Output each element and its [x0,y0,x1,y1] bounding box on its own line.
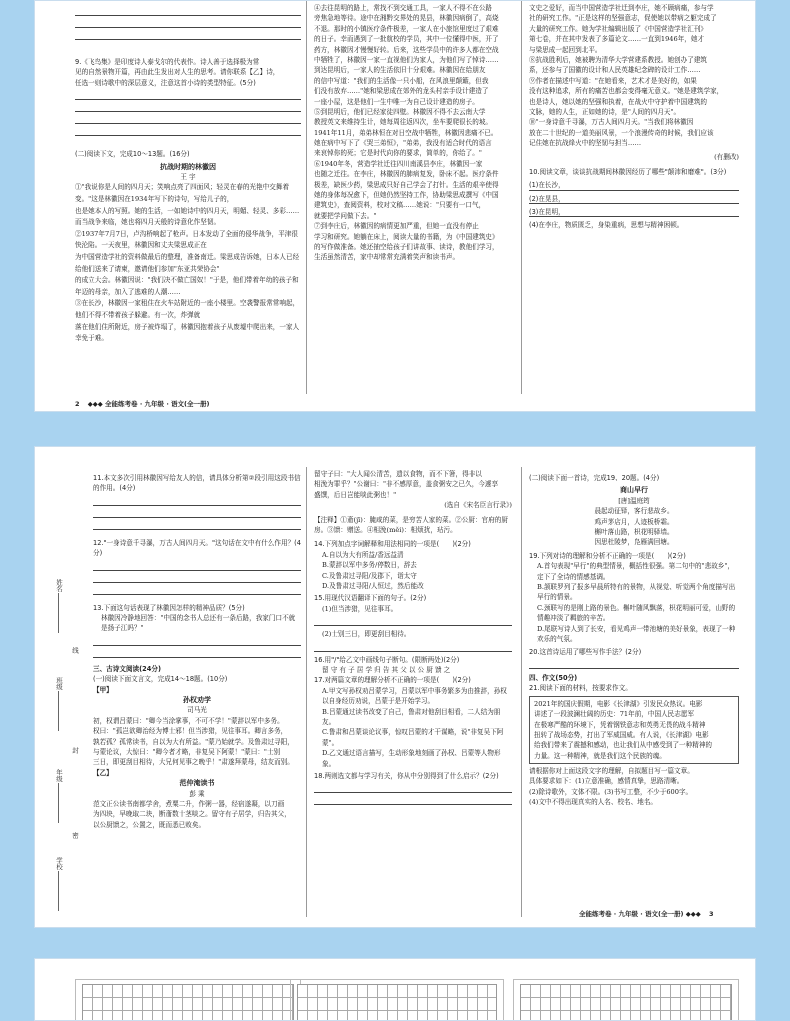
text-line: 她在病中写下了《哭三弟恒》，"弟弟，我没有适合时代的语言 [314,139,492,148]
question-10: 10.阅读文章，谈谈抗战期间林徽因经历了哪些"颠沛和磨难"。(3分) [529,167,727,176]
text-line: 她的身体每况愈下，但她仍然坚持工作，协助梁思成撰写《中国 [314,191,499,200]
question-16: 16.用"/"给乙文中画线句子断句。(限断两处)(2分) [314,655,460,664]
page-footer [75,399,210,408]
text-line: 第七卷，并在其中发表了多篇论文……一直到1946年，她才 [529,35,705,44]
text-line: 留守子曰："大人闻公清苦，遗以食物，而不下箸，得非以 [314,470,482,478]
student-name-label: 姓名 [55,579,63,592]
text-line: 建筑史》，查阅资料，校对文稿……她说："只要有一口气， [314,201,486,210]
text-line: 任选一则诗歌中的深层意义，注意这首小诗的类型特征。(5分) [75,78,256,87]
text-line: 放在二十世纪的一道美丽风景，一个浪漫传奇的时候，我们应该 [529,128,714,137]
answer-item: (4)在李庄，物质匮乏，身染重病，思想与精神困顿。 [529,221,684,230]
text-line: 系，还参与了国徽的设计和人民英雄纪念碑的设计工作…… [529,66,701,75]
text-line: 见的自然景物开篇，再由此生发出对人生的思考。请你联系【乙】诗， [75,68,280,77]
paragraph: 也是她本人的写照。她的生活，一如她诗中的四月天，明媚、轻灵、多彩……而当战争来临，她也将四月天般的诗意化作坚韧。 [75,206,300,227]
footer-text: 全能练考卷 · 九年级 · 语文(全一册) ◆◆◆ [579,910,701,918]
text-line: 们没有放弃……"她和梁思成在郊外的龙头村亲手设计建造了 [314,87,489,96]
text-line: 也是诗人，她以她的坚强和执着，在战火中守护着中国建筑的 [529,97,708,106]
text-line: 力量。这一种精神，就是我们这个民族的魂。 [534,751,666,760]
passage-a-title: 孙权劝学 [183,696,211,705]
answer-line [93,586,301,595]
page2-column-1 [93,473,301,928]
footer-text: ◆◆◆ 全能练考卷 · 九年级 · 语文(全一册) [87,400,210,408]
answer-line [93,509,301,518]
option-b[interactable]: B.蒙辞以军中多务/停数日，辞去 [322,561,417,570]
paragraph: ①"我说你是人间的四月天；笑响点亮了四面风；轻灵在春的光艳中交舞着变。"这是林徽因在1934年写下的诗句，写给儿子的， [75,183,290,203]
annotation-note: 【注释】①齑(jī)：腌咸的菜，是穷苦人家的菜。②公厨：官府的厨房。③馈：赠送。④相浼(měi)：相烦扰，玷污。 [314,515,508,534]
class-label: 班级 [55,677,63,690]
passage-b-title: 范仲淹读书 [179,779,215,788]
option-d[interactable]: D.及鲁肃过寻阳/人恒过，然后能改 [322,581,424,590]
poem-line: 鸡声茅店月，人迹板桥霜。 [594,517,674,526]
column-divider [521,467,522,917]
page1-column-2 [314,1,512,394]
text-line: 相浼为罪乎？"公谢曰："非不感厚意，盖食粥安之已久，今遽享 [314,480,499,489]
answer-line [314,784,512,793]
question-12: 12."一身诗意千寻瀑，万古人间四月天。"这句话在文中有什么作用？(4分) [93,538,301,558]
text-line: 9.《飞鸟集》是印度诗人泰戈尔的代表作。诗人善于选择极为常 [75,58,260,66]
paragraph: ③在长沙，林徽因一家租住在火车站附近的一座小楼里。空袭警报常常响起，他们不得不带着孩子躲避。有一次，炸弹就 [75,299,300,319]
text-line: ⑧抗战胜利后，她被聘为清华大学营建系教授。她创办了建筑 [529,55,708,64]
translate-item: (1)但当涉猎，见往事耳。 [322,604,398,613]
option-d[interactable]: D.尾联写诗人到了长安，看见鸡声一带池塘的美好景象，表现了一种欢乐的气氛。 [537,624,736,644]
prompt-box [529,696,739,764]
text-line: 三日，即更刮目相待，大兄何见事之晚乎！"肃遂拜蒙母，结友而别。 [93,758,294,767]
paragraph: 落在他们住所附近，房子被炸塌了，林徽因抱着孩子从废墟中爬出来，一家人幸免于难。 [75,322,300,343]
text-line: 的日子。幸而遇到了一批航校的学员，其中一位懂得中医，开了 [314,35,499,44]
answer-line [93,649,301,658]
question-15: 15.用现代汉语翻译下面的句子。(2分) [314,594,427,603]
poem-title: 商山早行 [620,486,648,495]
answer-prefix: (2)在晃县， [529,194,565,203]
text-line: 大量的研究工作。她为学社编辑出版了《中国营造学社汇刊》 [529,24,708,33]
writing-grid[interactable] [297,984,497,1021]
text-line: 权曰："孤岂欲卿治经为博士邪！但当涉猎，见往事耳。卿言多务， [93,727,288,736]
option-b[interactable]: B.吕蒙通过读书改变了自己，鲁肃对他刮目相看，二人结为朋友。 [322,707,501,726]
text-line: 2021年的国庆假期，电影《长津湖》引发民众热议。电影 [534,699,703,708]
text-line: 在极寒严酷的环境下，凭着钢铁意志和英勇无畏的战斗精神 [534,720,706,729]
answer-prefix: (3)在昆明， [529,208,565,217]
answer-line [93,497,301,506]
passage-a-author: 司马光 [187,706,207,715]
fill-line [58,783,59,823]
page1-column-3 [529,1,739,394]
option-c[interactable]: C.颈联写的是刚上路的景色。槲叶随风飘落，枳花明丽可爱，山野的情趣冲淡了羁旅的辛苦。 [537,603,736,623]
page1-column-1 [75,1,301,345]
passage-label-a: 【甲】 [93,685,113,694]
writing-instruction: 请根据你对上面这段文字的理解，自拟题目写一篇文章。 [529,767,694,776]
poem-line: 槲叶落山路，枳花明驿墙。 [594,528,674,537]
question-17: 17.对两篇文章的理解分析不正确的一项是( )(2分) [314,676,471,685]
question-13: 13.下面这句话表现了林徽因怎样的精神品质？(5分) [93,603,245,612]
subsection-heading: (一)阅读下面文言文，完成14～18题。(10分) [93,675,228,684]
answer-line [93,521,301,530]
text-line: 为四块，早晚取二块，断齑数十茎啖之。留守有子居学，归告其父， [93,810,291,819]
text-line: 与蒙论议，大惊曰："卿今者才略，非复吴下阿蒙！"蒙曰："士别 [93,748,281,757]
section-heading: 三、古诗文阅读(24分) [93,664,161,673]
writing-frame [75,979,301,1021]
school-label: 学校 [55,857,63,870]
exam-page-middle [34,446,756,928]
option-c[interactable]: C.及鲁肃过寻阳/及郡下，诣太守 [322,571,417,580]
paragraph: ②1937年7月7日，卢沟桥响起了枪声。日本发动了全面的侵华战争，平津很快沦陷。一天夜里，林徽因和丈夫梁思成正在 [75,229,298,250]
text-line: 来哀悼你的死；它是时代向你的要求，简单的，你给了。" [314,149,482,158]
text-line: 到达昆明后，一家人的生活依旧十分艰难。林徽因在给朋友 [314,66,486,75]
column-divider [306,467,307,917]
writing-requirement: 具体要求如下：(1)立意准确，感情真挚，思路清晰。 [529,777,684,786]
passage-b-author: 彭 乘 [189,789,205,798]
text-line: 孰若孤？孤常读书，自以为大有所益。"蒙乃始就学。及鲁肃过寻阳， [93,737,294,746]
writing-requirement: (4)文中不得出现真实的人名、校名、地名。 [529,798,658,807]
text-line: 中牺牲了，林徽因一家一直视他们为家人，为他们写了悼诗…… [314,55,499,64]
section-heading: (二)阅读下文，完成10～13题。(16分) [75,150,190,159]
text-line: 生活虽然清苦，家中却常常充满着笑声和读书声。 [314,253,460,262]
text-line: 社的研究工作。"正是这样的坚强意志，促使她以带病之躯完成了 [529,14,717,23]
section-heading: 四、作文(50分) [529,673,578,682]
article-body [75,182,301,344]
text-line: 的信中写道："我们的生活像一只小船，在风浪里颠簸，但我 [314,76,489,85]
answer-line [314,617,512,626]
text-line: ④去往昆明的路上，常找不到交通工具，一家人不得不在公路 [314,4,493,12]
answer-line [314,643,512,652]
answer-line [75,91,301,100]
text-line: ⑦到李庄后，林徽因的病情更加严重，但她一直没有停止 [314,222,479,231]
text-line: ⑩"一身诗意千寻瀑，万古人间四月天。"当我们将林徽因 [529,118,694,127]
writing-requirement: (2)除诗歌外，文体不限。(3)书写工整，不少于600字。 [529,787,693,796]
source-note: (选自《宋名臣言行录》) [444,501,512,510]
answer-line [93,562,301,571]
seal-mark: 封 [71,747,79,754]
answer-line [75,31,301,40]
paragraph: 为中国营造学社的资料做最后的整理，准备南迁。梁思成告诉她，日本人已经给他们送来了请柬，邀请他们参加"东亚共荣协会" [75,252,300,273]
grade-label: 年级 [55,769,63,782]
text-line: 以公厨馈之，公置之，既而悉已败矣。 [93,820,206,829]
answer-line [75,19,301,28]
composition-page [34,958,756,1021]
text-line: ⑥1940年冬，营造学社迁往四川南溪县李庄，林徽因一家 [314,159,483,168]
column-divider [521,1,522,394]
text-line: 初，权谓吕蒙曰："卿今当涂掌事，不可不学！"蒙辞以军中多务。 [93,716,284,725]
writing-frame [290,979,504,1021]
text-line: 药方，林徽因才慢慢好转。后来，这些学员中的许多人都在空战 [314,45,499,54]
question-21: 21.阅读下面的材料，按要求作文。 [529,684,632,693]
text-line: 范文正公读书南都学舍，煮粟二升，作粥一器，经宿遂凝，以刀画 [93,800,285,809]
article-author: 王 宇 [180,172,196,181]
text-line: ⑨作者在描述中写道："在她看来，艺术才是美好的，如果 [529,76,697,85]
answer-line [75,127,301,136]
text-line: 没有这种追求，所有的痛苦也都会变得毫无意义。"她是建筑学家， [529,87,724,96]
page2-column-2 [314,469,512,928]
text-line: 给我们带来了震撼和感动，也让我们从中感受到了一种精神的 [534,741,713,750]
question-18: 18.两则选文都与学习有关，你从中分别得到了什么启示？(2分) [314,772,499,780]
text-line: 盛馔，后日岂能啖此粥也！" [314,490,397,499]
text-line: 与梁思成一起回到北平。 [529,45,602,54]
poem-author: [唐]温庭筠 [618,496,650,505]
passage-label-b: 【乙】 [93,768,113,777]
text-line: 扭转了战场态势，打出了军威国威。有人说，《长津湖》电影 [534,730,709,739]
text-line: 也随之迁往。在李庄，林徽因的肺病复发，卧床不起。医疗条件 [314,170,499,179]
sentence-to-segment: 留 守 有 子 居 学 归 告 其 父 以 公 厨 馈 之 [322,665,451,674]
writing-grid[interactable] [82,984,294,1021]
option-a[interactable]: A.甲文写孙权劝吕蒙学习，吕蒙以军中事务繁多为由推辞，孙权以自身经历劝说，吕蒙于是开始学习。 [322,686,507,706]
column-divider [306,1,307,394]
text-line: 讲述了一段波澜壮阔的历史：71年前，中国人民志愿军 [534,710,695,719]
answer-line [93,637,301,646]
page-number: 2 [75,400,80,408]
text-line: 文史之爱好，而当中国营造学社迁到李庄，她不顾病痛，参与学 [529,4,714,12]
answer-line [93,574,301,583]
text-line: 记住她在抗战烽火中的坚韧与担当…… [529,139,642,148]
source-note: (有删改) [714,153,739,162]
question-11: 11.本文多次引用林徽因写给友人的信，请具体分析第②段引用这段书信的作用。(4分) [93,474,301,493]
text-line: 不退。那时的小镇医疗条件极差，一家人在小旅馆里度过了艰难 [314,24,499,33]
question-20: 20.这首诗运用了哪些写作手法？(2分) [529,647,642,656]
poem-line: 因思杜陵梦，凫雁满回塘。 [594,538,674,547]
answer-item [529,207,739,217]
text-line: 的写作做准备。她还抽空给孩子们讲故事、读诗，教他们学习， [314,242,499,251]
text-line: 1941年11月，弟弟林恒在对日空战中牺牲，林徽因悲痛不已。 [314,128,498,137]
translate-item: (2)士别三日，即更刮目相待。 [322,630,411,639]
writing-frame [513,979,739,1021]
exam-page-top [34,0,756,412]
question-13-quote: 林徽因冷静地回答："中国的念书人总还有一条后路，我家门口不就是扬子江吗？" [101,614,296,633]
text-line: 教授英文来维持生计，她每周往返四次，坐车要爬很长的坡。 [314,118,493,127]
writing-grid[interactable] [520,984,732,1021]
option-a[interactable]: A.自以为大有所益/香远益清 [322,550,404,559]
text-line: 一座小屋，这是他们一生中唯一为自己设计建造的房子。 [314,97,479,106]
answer-line [75,103,301,112]
answer-prefix: (1)在长沙， [529,181,565,190]
answer-item [529,194,739,204]
text-line: 学习和研究。她躺在床上，阅读大量的书籍，为《中国建筑史》 [314,232,499,241]
option-b[interactable]: B.颔联罗列了报多早晨所特有的景物，从视觉、听觉两个角度描写出早行的情景。 [537,583,736,602]
article-title: 抗战时期的林徽因 [160,162,216,171]
cut-mark: 线 [71,647,79,654]
poem-line: 晨起动征铎，客行悲故乡。 [594,507,674,516]
secret-mark: 密 [71,832,79,839]
option-d[interactable]: D.乙文通过语言描写，生动形象地刻画了孙权、吕蒙等人物形象。 [322,749,501,768]
text-line: 文脉，她的人生，正如她的诗，是"人间的四月天"。 [529,107,681,116]
section-heading: (二)阅读下面一首诗，完成19、20题。(4分) [529,474,660,482]
answer-item [529,180,739,190]
answer-line [529,660,739,669]
question-14: 14.下列加点字词解释和用法相同的一项是( )(2分) [314,540,471,549]
page-number: 3 [708,910,714,918]
binding-margin [55,557,85,917]
text-line: 极差，缺医少药，梁思成只好自己学会了打针。生活的艰辛使得 [314,180,499,189]
fill-line [58,593,59,633]
text-line: 旁焦急地等待。途中在湘黔交界处的晃县，林徽因病倒了，高烧 [314,14,499,23]
text-line: 就要把学问做下去。" [314,211,377,220]
page-footer [579,909,714,918]
page2-column-3 [529,473,739,923]
text-line: ⑤到昆明后，他们已经家徒四壁。林徽因不得不去云南大学 [314,107,486,116]
fill-line [58,691,59,731]
answer-line [314,796,512,805]
question-19: 19.下列对诗的理解和分析不正确的一项是( )(2分) [529,551,686,560]
fill-line [58,871,59,911]
option-a[interactable]: A.首句表现"早行"的典型情景，概括性很强。第二句中的"悲故乡"，定下了全诗的情感基调。 [537,562,735,581]
answer-line [75,115,301,124]
answer-line [75,7,301,16]
question-9 [75,57,301,88]
paragraph: 的成立大会。林徽因说："我们决不做亡国奴！"于是，他们带着年幼的孩子和年迈的母亲，加入了逃难的人潮…… [75,276,299,296]
option-c[interactable]: C.鲁肃和吕蒙谈论议事，惊叹吕蒙的才干谋略，说"非复吴下阿蒙"。 [322,728,504,747]
